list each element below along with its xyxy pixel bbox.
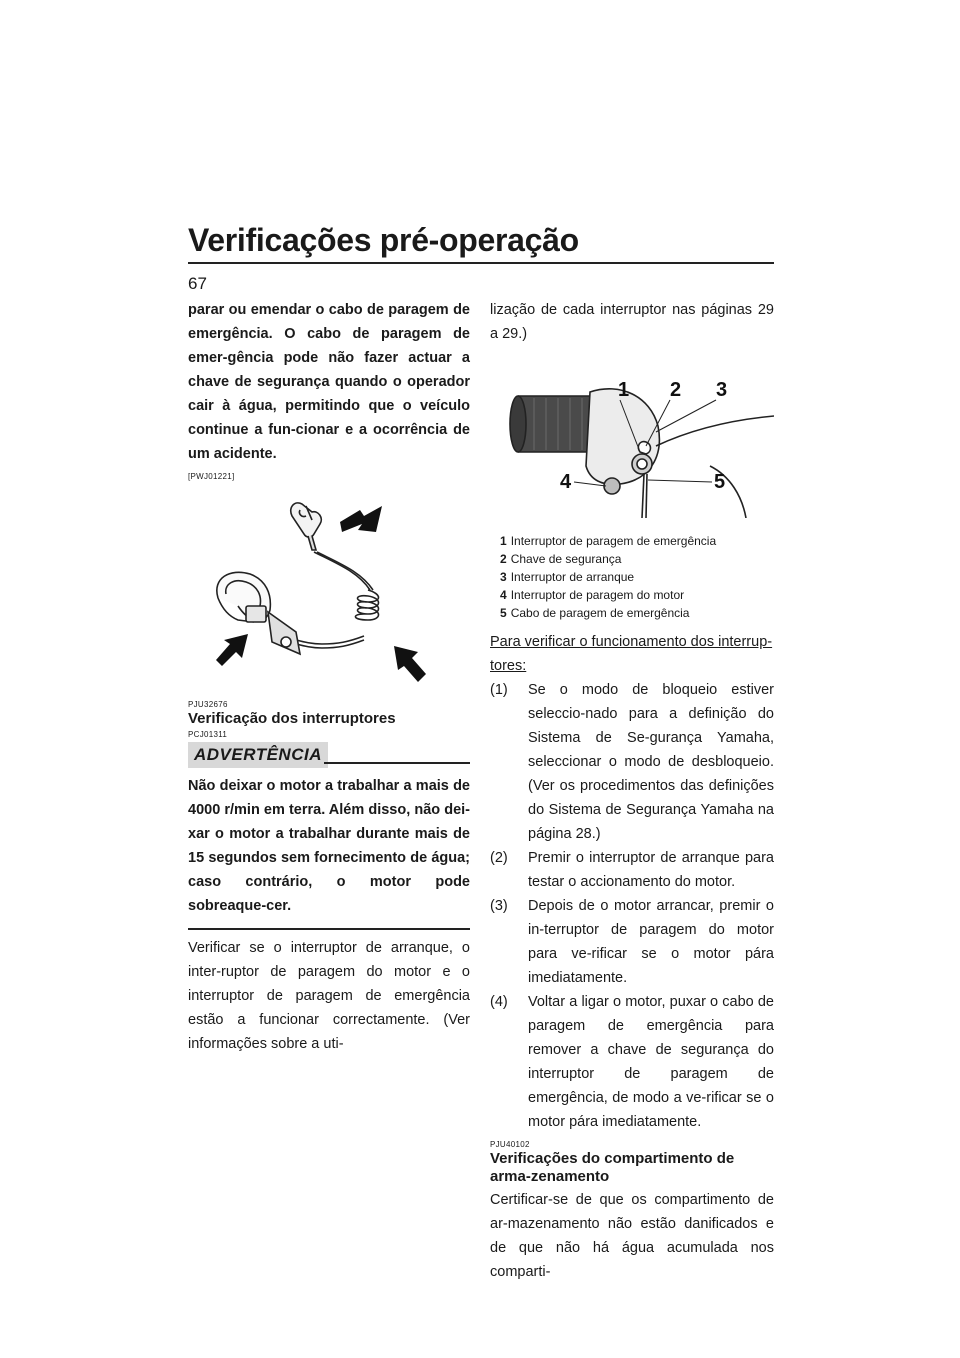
warning-code: PCJ01311: [188, 730, 228, 739]
body-paragraph: Verificar se o interruptor de arranque, o inter-ruptor de paragem do motor e o interruptor de paragem de emergência estão a funcionar correctamente. (Ver informações sobre a uti-: [188, 940, 470, 1052]
reference-code: [PWJ01221]: [188, 472, 235, 481]
lanyard-illustration: [188, 494, 470, 684]
procedure-heading: Para verificar o funcionamento dos interrup-tores:: [490, 634, 773, 674]
callout-4: 4: [560, 471, 572, 493]
warning-end-rule: [188, 928, 470, 930]
intro-warning-text: parar ou emendar o cabo de paragem de emergência. O cabo de paragem de emer-gência pode não fazer actuar a chave de segurança quando o operador cair à água, permitindo que o veículo continue a fun-cionar e a ocorrência de um acidente.: [188, 302, 470, 462]
handlebar-switches-illustration: [490, 356, 774, 518]
section-title-switches: Verificação dos interruptores: [188, 710, 396, 727]
warning-divider: [324, 762, 470, 764]
step-item: (3) Depois de o motor arrancar, premir o in-terruptor de paragem do motor para ve-rificar se o motor pára imediatamente.: [490, 898, 774, 986]
callout-1: 1: [618, 379, 630, 401]
legend-item: 2 Chave de segurança: [500, 552, 622, 566]
header-rule: [188, 262, 774, 264]
callout-3: 3: [716, 379, 728, 401]
step-item: (4) Voltar a ligar o motor, puxar o cabo de paragem de emergência para remover a chave de segurança do interruptor de paragem de emergência, de modo a ve-rificar se o motor pára imediatamente.: [490, 994, 774, 1130]
continuation-paragraph: lização de cada interruptor nas páginas 29 a 29.): [490, 302, 774, 342]
step-item: (1) Se o modo de bloqueio estiver seleccio-nado para a definição do Sistema de Se-gurança Yamaha, seleccionar o modo de desbloqueio. (Ver os procedimentos das definições do Sistema de Segurança Yamaha na página 28.): [490, 682, 774, 842]
section-code: PJU32676: [188, 700, 228, 709]
callout-5: 5: [714, 471, 726, 493]
procedure-steps: [490, 678, 774, 1134]
legend-item: 5 Cabo de paragem de emergência: [500, 606, 690, 620]
step-item: (2) Premir o interruptor de arranque para testar o accionamento do motor.: [490, 850, 774, 890]
figure-legend: [500, 532, 774, 622]
warning-text: Não deixar o motor a trabalhar a mais de 4000 r/min em terra. Além disso, não dei-xar o motor a trabalhar durante mais de 15 segundos sem fornecimento de água; caso contrário, o motor pode sobreaque-cer.: [188, 778, 470, 914]
legend-item: 1 Interruptor de paragem de emergência: [500, 534, 717, 548]
storage-paragraph: Certificar-se de que os compartimento de ar-mazenamento não estão danificados e de que não há água acumulada nos comparti-: [490, 1192, 774, 1280]
section-title-storage: Verificações do compartimento de arma-zenamento: [490, 1150, 735, 1185]
right-column: [490, 298, 774, 1284]
legend-item: 4 Interruptor de paragem do motor: [500, 588, 685, 602]
section-code-storage: PJU40102: [490, 1140, 530, 1149]
page-title: Verificações pré-operação: [188, 222, 579, 258]
legend-item: 3 Interruptor de arranque: [500, 570, 635, 584]
page-number: 67: [188, 274, 207, 293]
warning-label: ADVERTÊNCIA: [188, 742, 328, 768]
callout-2: 2: [670, 379, 682, 401]
warning-header: [188, 742, 470, 770]
left-column: [188, 298, 470, 1056]
